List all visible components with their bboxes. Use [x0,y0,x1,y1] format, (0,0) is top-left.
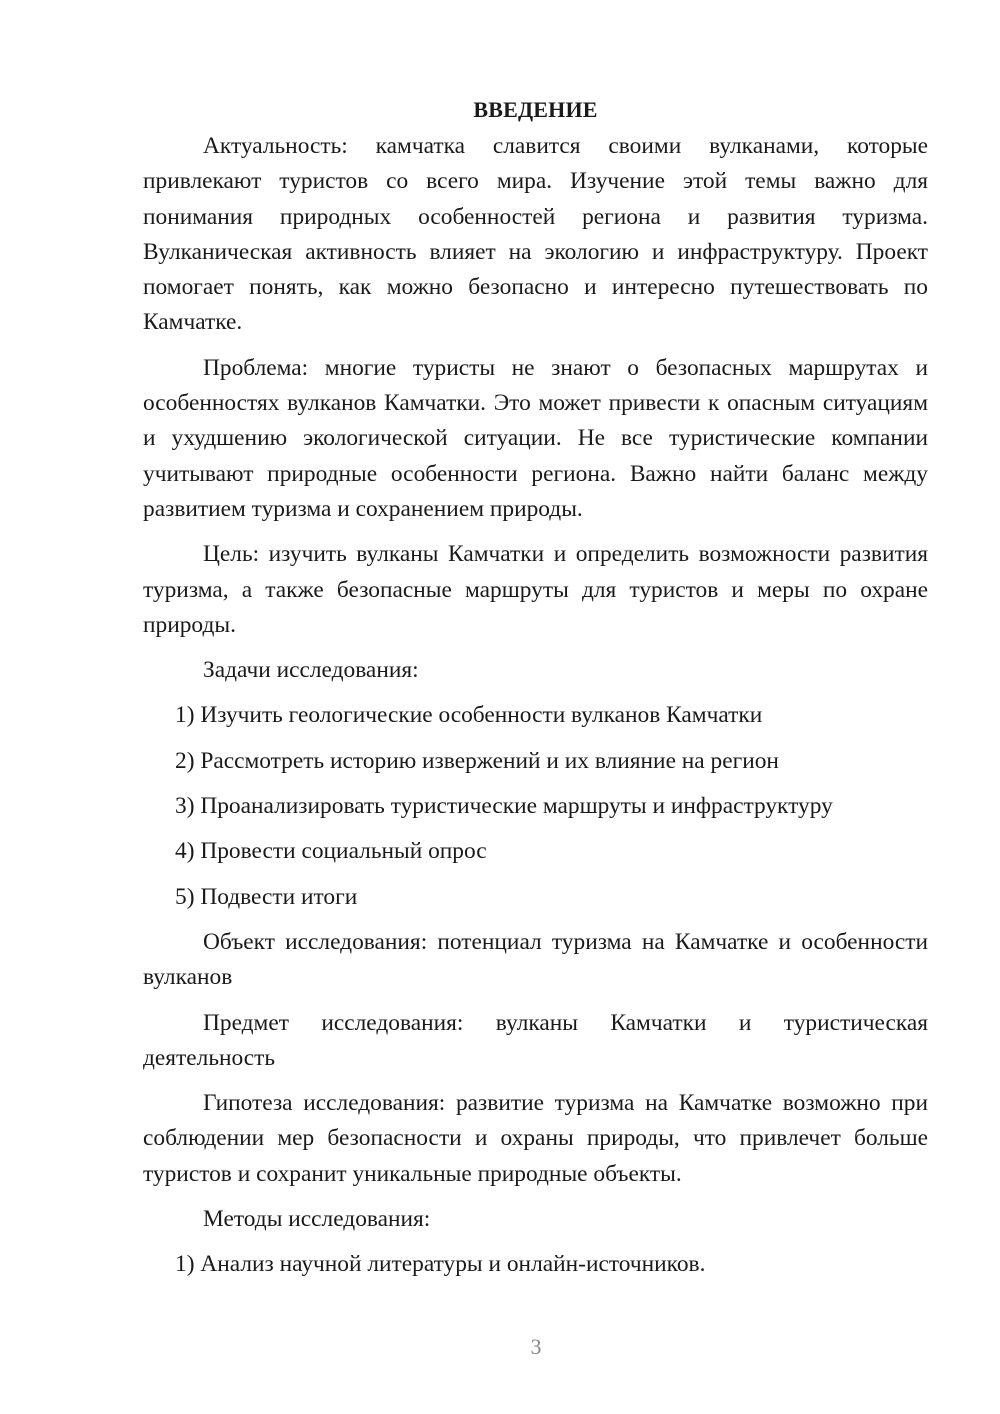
subject-paragraph: Предмет исследования: вулканы Камчатки и туристическая деятельность [143,1009,928,1071]
tasks-heading: Задачи исследования: [203,657,419,684]
task-item-4: 4) Провести социальный опрос [175,838,487,865]
task-item-3: 3) Проанализировать туристические маршруты и инфраструктуру [175,793,833,820]
problem-paragraph: Проблема: многие туристы не знают о безопасных маршрутах и особенностях вулканов Камчатки. Это может привести к опасным ситуациям и ухудшению экологической ситуации. Не все туристические компании учитывают природные особенности региона. Важно найти баланс между развитием туризма и сохранением природы. [143,354,928,522]
page-number: 3 [530,1334,542,1359]
task-item-5: 5) Подвести итоги [175,883,358,910]
goal-paragraph: Цель: изучить вулканы Камчатки и определить возможности развития туризма, а также безопасные маршруты для туристов и меры по охране природы. [143,541,928,638]
section-title: ВВЕДЕНИЕ [473,97,598,122]
method-item-1: 1) Анализ научной литературы и онлайн-источников. [175,1251,706,1278]
task-item-2: 2) Рассмотреть историю извержений и их влияние на регион [175,747,779,774]
methods-heading: Методы исследования: [203,1206,431,1233]
object-paragraph: Объект исследования: потенциал туризма на Камчатке и особенности вулканов [143,928,928,991]
relevance-paragraph: Актуальность: камчатка славится своими вулканами, которые привлекают туристов со всего мира. Изучение этой темы важно для понимания природных особенностей региона и развития туризма. Вулканическая активность влияет на экологию и инфраструктуру. Проект помогает понять, как можно безопасно и интересно путешествовать по Камчатке. [143,133,928,336]
task-item-1: 1) Изучить геологические особенности вулканов Камчатки [175,702,763,729]
hypothesis-paragraph: Гипотеза исследования: развитие туризма на Камчатке возможно при соблюдении мер безопасности и охраны природы, что привлечет больше туристов и сохранит уникальные природные объекты. [143,1090,928,1187]
page-content [143,92,928,1293]
